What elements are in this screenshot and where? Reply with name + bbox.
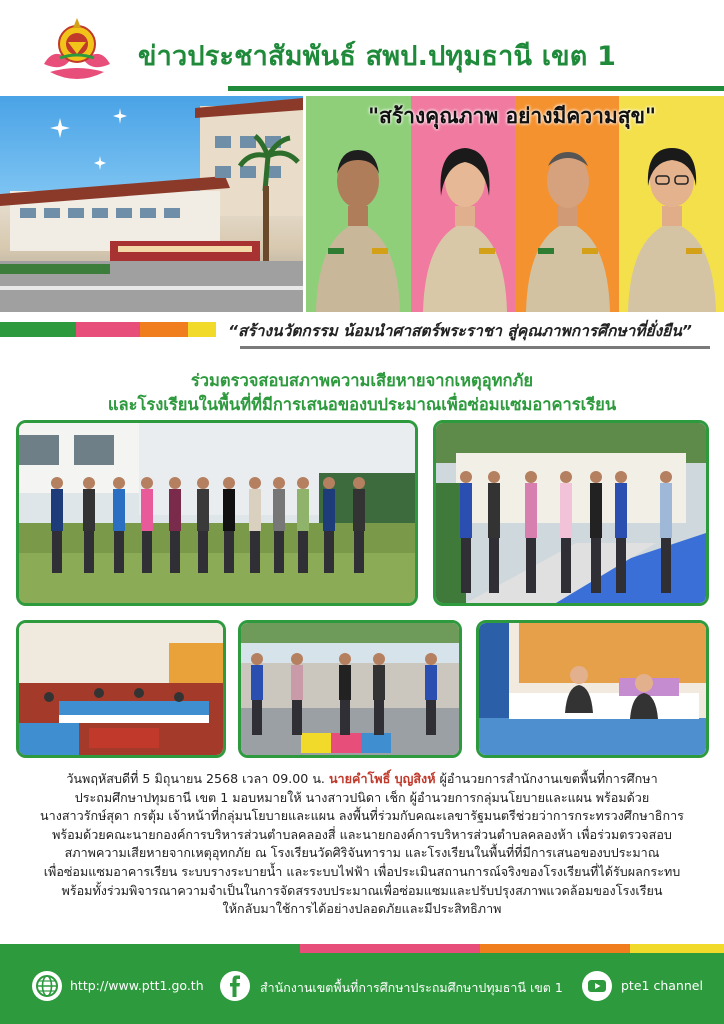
person-figure xyxy=(291,665,303,700)
person-figure xyxy=(339,665,351,700)
headline-line-2: และโรงเรียนในพื้นที่ที่มีการเสนอของบประมาณเพื่อซ่อมแซมอาคารเรียน xyxy=(107,395,617,414)
person-figure xyxy=(488,483,500,538)
color-bar-green xyxy=(0,322,76,337)
article-body xyxy=(20,770,704,919)
person-figure xyxy=(353,489,365,531)
executive-portrait xyxy=(518,126,618,312)
group-photo-outdoor xyxy=(16,420,418,606)
office-emblem-logo xyxy=(40,12,114,86)
headline-line-1: ร่วมตรวจสอบสภาพความเสียหายจากเหตุอุทกภัย xyxy=(190,371,534,390)
exhibition-table-photo xyxy=(476,620,709,758)
person-figure xyxy=(660,483,672,538)
director-name: นายคำโพธิ์ บุญสิงห์ xyxy=(328,771,436,786)
executive-portrait xyxy=(308,126,408,312)
executive-portrait xyxy=(415,126,515,312)
footer-bar-pink xyxy=(300,944,480,953)
article-line: สภาพความเสียหายจากเหตุอุทกภัย ณ โรงเรียนวัดศิริจันทาราม และโรงเรียนในพื้นที่ที่มีการเสนอของบประมาณ xyxy=(64,845,660,861)
youtube-icon[interactable] xyxy=(582,971,612,1001)
person-figure xyxy=(590,483,602,538)
article-text: ผู้อำนวยการสำนักงานเขตพื้นที่การศึกษา xyxy=(435,771,658,786)
youtube-channel-name[interactable]: pte1 channel xyxy=(621,978,703,993)
person-figure xyxy=(251,665,263,700)
article-line: นางสาวรักษ์สุดา กรตุ้ม เจ้าหน้าที่กลุ่มนโยบายและแผน ลงพื้นที่ร่วมกับคณะเลขารัฐมนตรีช่วยว่าการกระทรวงศึกษาธิการ xyxy=(40,808,684,824)
inspection-yard-photo xyxy=(238,620,462,758)
article-line: พร้อมทั้งร่วมพิจารณาความจำเป็นในการจัดสรรงบประมาณเพื่อซ่อมแซมและปรับปรุงสภาพแวดล้อมของโรงเรียน xyxy=(61,882,663,898)
title-underline xyxy=(228,86,724,91)
article-line xyxy=(20,770,704,789)
footer-bar-yellow xyxy=(630,944,724,953)
person-figure xyxy=(197,489,209,531)
school-walkway-photo xyxy=(433,420,709,606)
meeting-room-photo xyxy=(16,620,226,758)
article-line: ประถมศึกษาปทุมธานี เขต 1 มอบหมายให้ นางสาวปนิดา เช็ก ผู้อำนวยการกลุ่มนโยบายและแผน พร้อมด้วย xyxy=(74,789,650,805)
page-title: ข่าวประชาสัมพันธ์ สพป.ปทุมธานี เขต 1 xyxy=(138,41,617,72)
person-figure xyxy=(525,483,537,538)
person-figure xyxy=(297,489,309,531)
globe-icon xyxy=(32,971,62,1001)
person-figure xyxy=(249,489,261,531)
person-figure xyxy=(83,489,95,531)
person-figure xyxy=(273,489,285,531)
executive-portrait xyxy=(622,126,722,312)
color-bar-yellow xyxy=(188,322,216,337)
footer-bar-green xyxy=(0,944,300,953)
person-figure xyxy=(113,489,125,531)
footer-bar-orange xyxy=(480,944,630,953)
article-text: วันพฤหัสบดีที่ 5 มิถุนายน 2568 เวลา 09.00 น. xyxy=(66,771,329,786)
person-figure xyxy=(425,665,437,700)
facebook-icon[interactable] xyxy=(220,971,250,1001)
person-figure xyxy=(169,489,181,531)
person-figure xyxy=(560,483,572,538)
article-line: ให้กลับมาใช้การได้อย่างปลอดภัยและมีประสิทธิภาพ xyxy=(222,901,502,917)
facebook-page-name[interactable]: สำนักงานเขตพื้นที่การศึกษาประถมศึกษาปทุมธานี เขต 1 xyxy=(260,980,563,995)
color-bar-pink xyxy=(76,322,140,337)
person-figure xyxy=(615,483,627,538)
article-line: เพื่อซ่อมแซมอาคารเรียน ระบบรางระบายน้ำ และระบบไฟฟ้า เพื่อประเมินสถานการณ์จริงของโรงเรียนที่ได้รับผลกระทบ xyxy=(43,863,681,879)
article-line: พร้อมด้วยคณะนายกองค์การบริหารส่วนตำบลคลองสี่ และนายกองค์การบริหารส่วนตำบลคลองห้า เพื่อร่วมตรวจสอบ xyxy=(52,826,672,842)
person-figure xyxy=(460,483,472,538)
website-link[interactable]: http://www.ptt1.go.th xyxy=(70,978,204,993)
person-figure xyxy=(51,489,63,531)
person-figure xyxy=(223,489,235,531)
person-figure xyxy=(373,665,385,700)
color-bar-orange xyxy=(140,322,188,337)
person-figure xyxy=(323,489,335,531)
person-figure xyxy=(141,489,153,531)
motto-text: “สร้างนวัตกรรม น้อมนำศาสตร์พระราชา สู่คุณภาพการศึกษาที่ยั่งยืน” xyxy=(228,322,692,340)
hero-slogan: "สร้างคุณภาพ อย่างมีความสุข" xyxy=(368,104,656,128)
office-building-photo xyxy=(0,96,303,312)
motto-underline xyxy=(240,346,710,349)
